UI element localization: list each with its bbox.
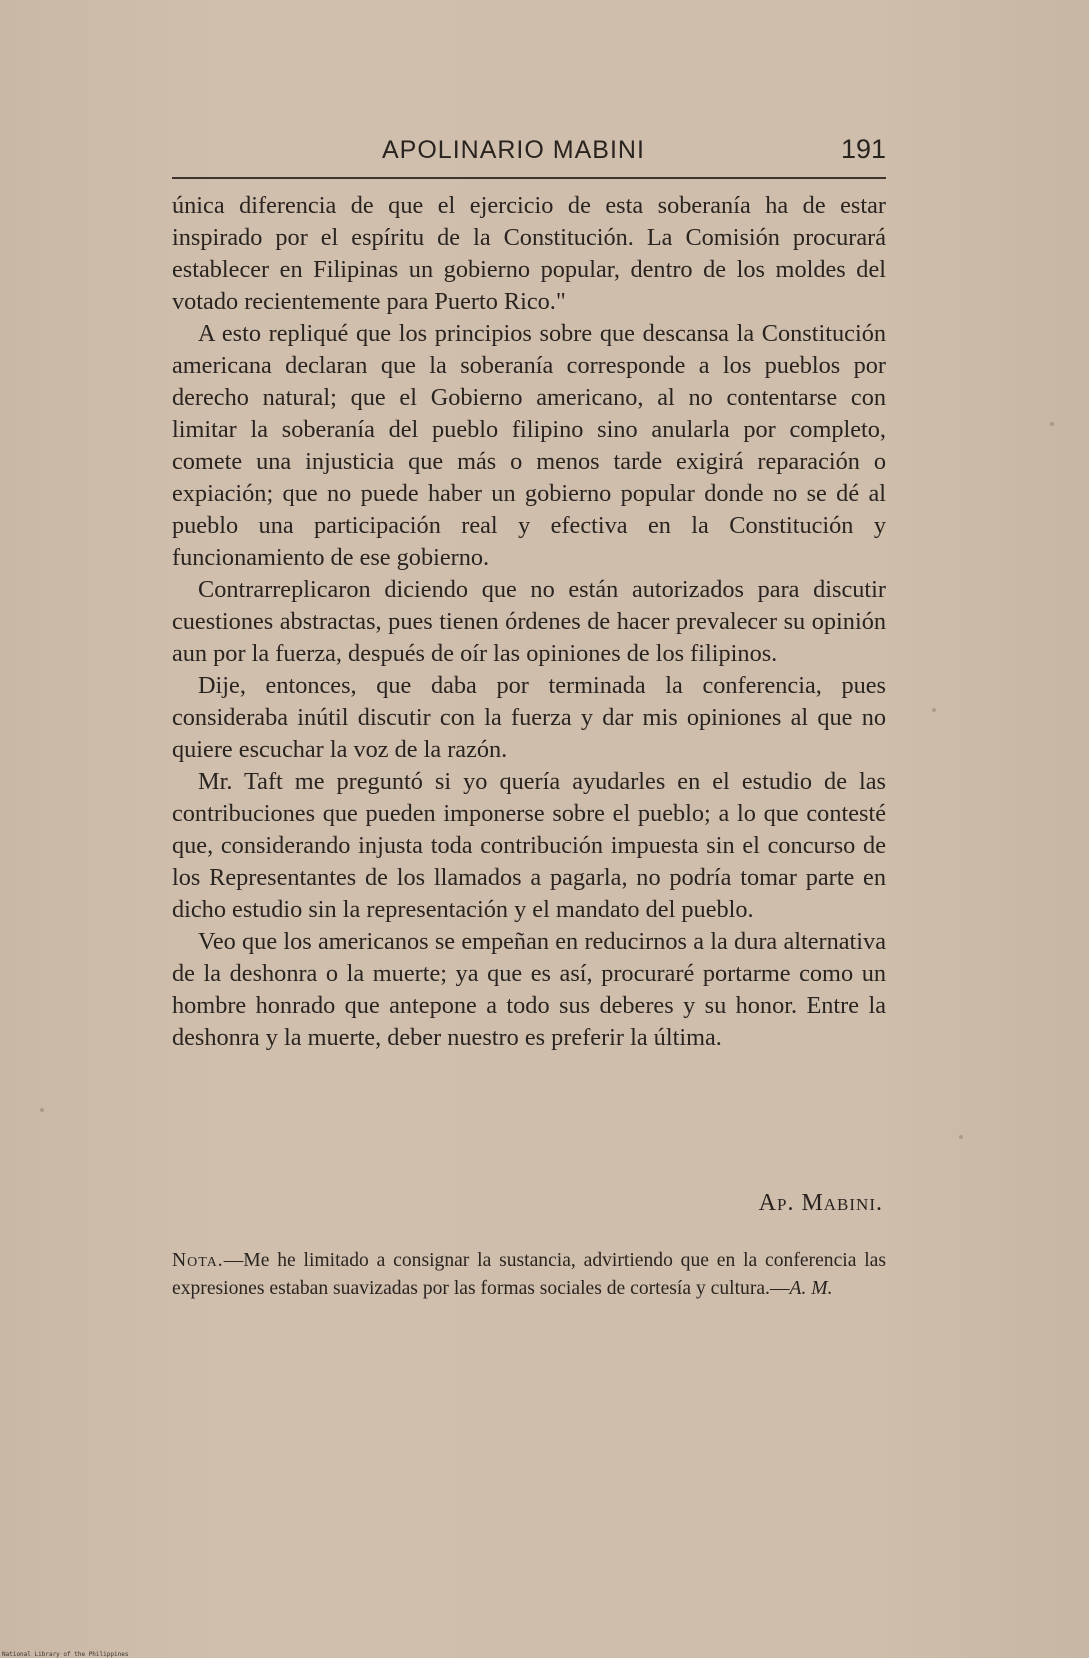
running-head: APOLINARIO MABINI [382, 136, 645, 164]
paragraph-reply: A esto repliqué que los principios sobre que descansa la Constitución americana declaran que la soberanía corresponde a los pueblos por derecho natural; que el Gobierno americano, al no contentarse con limitar la soberanía del pueblo filipino sino anularla por completo, comete una injusticia que más o menos tarde exigirá reparación o expiación; que no puede haber un gobierno popular donde no se dé al pueblo una participación real y efectiva en la Constitución y funcionamiento de ese gobierno. [172, 320, 886, 571]
note-initials: A. M. [789, 1278, 833, 1299]
footnote [172, 1247, 886, 1303]
page-number: 191 [840, 134, 886, 164]
paragraph-taft-question: Mr. Taft me preguntó si yo quería ayudarles en el estudio de las contribuciones que pueden imponerse sobre el pueblo; a lo que contesté que, considerando injusta toda contribución impuesta sin el concurso de los Representantes de los llamados a pagarla, no podría tomar parte en dicho estudio sin la representación y el mandato del pueblo. [172, 768, 886, 923]
paper-speck [1050, 422, 1054, 426]
note-label: Nota. [172, 1250, 224, 1271]
paragraph-conclusion: Veo que los americanos se empeñan en reducirnos a la dura alternativa de la deshonra o la muerte; ya que es así, procuraré portarme como un hombre honrado que antepone a todo sus deberes y su honor. Entre la deshonra y la muerte, deber nuestro es preferir la última. [172, 928, 886, 1051]
paragraph-continuation: única diferencia de que el ejercicio de esta soberanía ha de estar inspirado por el espíritu de la Constitución. La Comisión procurará establecer en Filipinas un gobierno popular, dentro de los moldes del votado recientemente para Puerto Rico." [172, 192, 886, 315]
paper-speck [959, 1135, 963, 1139]
page-header [172, 132, 886, 172]
paper-speck [40, 1108, 44, 1112]
paper-speck [932, 708, 936, 712]
header-rule [172, 177, 886, 179]
paragraph-counter-reply: Contrarreplicaron diciendo que no están autorizados para discutir cuestiones abstractas, pues tienen órdenes de hacer prevalecer su opinión aun por la fuerza, después de oír las opiniones de los filipinos. [172, 576, 886, 667]
footer-credit: National Library of the Philippines [2, 1651, 129, 1658]
signature: Ap. Mabini. [758, 1190, 883, 1216]
note-text: —Me he limitado a consignar la sustancia, advirtiendo que en la conferencia las expresiones estaban suavizadas por las formas sociales de cortesía y cultura.— [172, 1250, 886, 1299]
paragraph-conference-ended: Dije, entonces, que daba por terminada la conferencia, pues consideraba inútil discutir con la fuerza y dar mis opiniones al que no quiere escuchar la voz de la razón. [172, 672, 886, 763]
body-text [172, 190, 886, 1054]
